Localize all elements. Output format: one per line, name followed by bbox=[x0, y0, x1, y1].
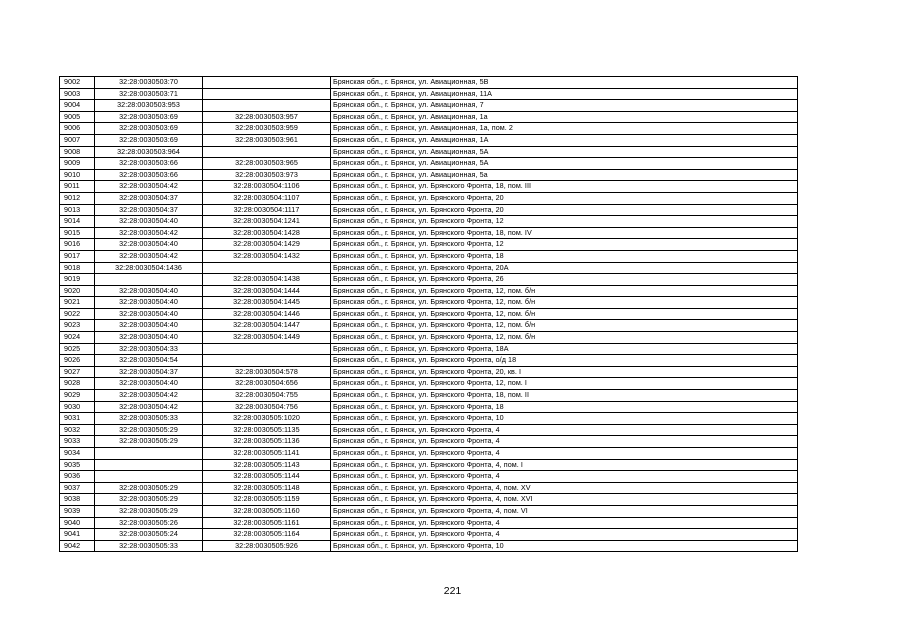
object-cadastral-number-cell bbox=[203, 100, 331, 112]
parcel-cadastral-number-cell: 32:28:0030503:69 bbox=[95, 123, 203, 135]
row-number-cell: 9006 bbox=[60, 123, 95, 135]
parcel-cadastral-number-cell: 32:28:0030505:29 bbox=[95, 494, 203, 506]
parcel-cadastral-number-cell: 32:28:0030504:42 bbox=[95, 227, 203, 239]
parcel-cadastral-number-cell bbox=[95, 471, 203, 483]
table-row bbox=[60, 366, 798, 378]
row-number-cell: 9010 bbox=[60, 169, 95, 181]
table-row bbox=[60, 505, 798, 517]
parcel-cadastral-number-cell: 32:28:0030504:33 bbox=[95, 343, 203, 355]
row-number-cell: 9038 bbox=[60, 494, 95, 506]
object-cadastral-number-cell: 32:28:0030504:1428 bbox=[203, 227, 331, 239]
table-row bbox=[60, 239, 798, 251]
table-row bbox=[60, 169, 798, 181]
address-cell: Брянская обл., г. Брянск, ул. Брянского Фронта, 4 bbox=[331, 448, 798, 460]
object-cadastral-number-cell: 32:28:0030504:756 bbox=[203, 401, 331, 413]
table-row bbox=[60, 123, 798, 135]
parcel-cadastral-number-cell: 32:28:0030504:42 bbox=[95, 181, 203, 193]
table-row bbox=[60, 436, 798, 448]
parcel-cadastral-number-cell: 32:28:0030504:40 bbox=[95, 378, 203, 390]
object-cadastral-number-cell: 32:28:0030505:1161 bbox=[203, 517, 331, 529]
row-number-cell: 9016 bbox=[60, 239, 95, 251]
parcel-cadastral-number-cell: 32:28:0030504:42 bbox=[95, 250, 203, 262]
address-cell: Брянская обл., г. Брянск, ул. Брянского Фронта, 4 bbox=[331, 517, 798, 529]
address-cell: Брянская обл., г. Брянск, ул. Брянского Фронта, 12, пом. б/н bbox=[331, 297, 798, 309]
row-number-cell: 9025 bbox=[60, 343, 95, 355]
row-number-cell: 9041 bbox=[60, 529, 95, 541]
address-cell: Брянская обл., г. Брянск, ул. Авиационная, 1а bbox=[331, 111, 798, 123]
parcel-cadastral-number-cell: 32:28:0030504:40 bbox=[95, 320, 203, 332]
table-body bbox=[60, 77, 798, 552]
table-row bbox=[60, 332, 798, 344]
address-cell: Брянская обл., г. Брянск, ул. Авиационная, 5а bbox=[331, 169, 798, 181]
address-cell: Брянская обл., г. Брянск, ул. Авиационная, 7 bbox=[331, 100, 798, 112]
object-cadastral-number-cell bbox=[203, 355, 331, 367]
address-cell: Брянская обл., г. Брянск, ул. Брянского Фронта, 18 bbox=[331, 250, 798, 262]
page-number: 221 bbox=[443, 585, 462, 597]
table-row bbox=[60, 308, 798, 320]
parcel-cadastral-number-cell: 32:28:0030505:29 bbox=[95, 424, 203, 436]
row-number-cell: 9004 bbox=[60, 100, 95, 112]
object-cadastral-number-cell bbox=[203, 262, 331, 274]
row-number-cell: 9029 bbox=[60, 390, 95, 402]
object-cadastral-number-cell bbox=[203, 88, 331, 100]
parcel-cadastral-number-cell: 32:28:0030505:26 bbox=[95, 517, 203, 529]
row-number-cell: 9011 bbox=[60, 181, 95, 193]
row-number-cell: 9035 bbox=[60, 459, 95, 471]
object-cadastral-number-cell: 32:28:0030504:1445 bbox=[203, 297, 331, 309]
address-cell: Брянская обл., г. Брянск, ул. Брянского Фронта, 20 bbox=[331, 204, 798, 216]
object-cadastral-number-cell: 32:28:0030503:961 bbox=[203, 134, 331, 146]
object-cadastral-number-cell: 32:28:0030505:1164 bbox=[203, 529, 331, 541]
address-cell: Брянская обл., г. Брянск, ул. Брянского Фронта, 4, пом. XV bbox=[331, 482, 798, 494]
address-cell: Брянская обл., г. Брянск, ул. Авиационная, 1А bbox=[331, 134, 798, 146]
row-number-cell: 9024 bbox=[60, 332, 95, 344]
table-row bbox=[60, 424, 798, 436]
table-row bbox=[60, 227, 798, 239]
object-cadastral-number-cell: 32:28:0030504:1438 bbox=[203, 274, 331, 286]
object-cadastral-number-cell: 32:28:0030504:1449 bbox=[203, 332, 331, 344]
address-cell: Брянская обл., г. Брянск, ул. Авиационная, 5А bbox=[331, 146, 798, 158]
parcel-cadastral-number-cell: 32:28:0030505:33 bbox=[95, 413, 203, 425]
object-cadastral-number-cell: 32:28:0030505:1143 bbox=[203, 459, 331, 471]
parcel-cadastral-number-cell: 32:28:0030504:37 bbox=[95, 192, 203, 204]
parcel-cadastral-number-cell: 32:28:0030504:40 bbox=[95, 332, 203, 344]
address-cell: Брянская обл., г. Брянск, ул. Брянского Фронта, 12, пом. б/н bbox=[331, 332, 798, 344]
table-row bbox=[60, 192, 798, 204]
object-cadastral-number-cell: 32:28:0030505:1160 bbox=[203, 505, 331, 517]
parcel-cadastral-number-cell: 32:28:0030505:29 bbox=[95, 436, 203, 448]
table-row bbox=[60, 134, 798, 146]
object-cadastral-number-cell: 32:28:0030504:1117 bbox=[203, 204, 331, 216]
table-row bbox=[60, 262, 798, 274]
table-row bbox=[60, 482, 798, 494]
object-cadastral-number-cell: 32:28:0030504:1432 bbox=[203, 250, 331, 262]
parcel-cadastral-number-cell: 32:28:0030503:66 bbox=[95, 169, 203, 181]
row-number-cell: 9014 bbox=[60, 216, 95, 228]
object-cadastral-number-cell: 32:28:0030503:965 bbox=[203, 158, 331, 170]
table-row bbox=[60, 355, 798, 367]
parcel-cadastral-number-cell: 32:28:0030504:1436 bbox=[95, 262, 203, 274]
object-cadastral-number-cell bbox=[203, 343, 331, 355]
address-cell: Брянская обл., г. Брянск, ул. Брянского Фронта, 12, пом. б/н bbox=[331, 285, 798, 297]
row-number-cell: 9040 bbox=[60, 517, 95, 529]
table-row bbox=[60, 459, 798, 471]
row-number-cell: 9012 bbox=[60, 192, 95, 204]
table-row bbox=[60, 390, 798, 402]
address-cell: Брянская обл., г. Брянск, ул. Брянского Фронта, 18, пом. II bbox=[331, 390, 798, 402]
row-number-cell: 9022 bbox=[60, 308, 95, 320]
row-number-cell: 9039 bbox=[60, 505, 95, 517]
parcel-cadastral-number-cell: 32:28:0030503:964 bbox=[95, 146, 203, 158]
row-number-cell: 9018 bbox=[60, 262, 95, 274]
table-row bbox=[60, 343, 798, 355]
address-cell: Брянская обл., г. Брянск, ул. Брянского Фронта, 12 bbox=[331, 239, 798, 251]
object-cadastral-number-cell: 32:28:0030504:1107 bbox=[203, 192, 331, 204]
parcel-cadastral-number-cell: 32:28:0030505:24 bbox=[95, 529, 203, 541]
row-number-cell: 9027 bbox=[60, 366, 95, 378]
row-number-cell: 9028 bbox=[60, 378, 95, 390]
row-number-cell: 9033 bbox=[60, 436, 95, 448]
table-row bbox=[60, 320, 798, 332]
address-cell: Брянская обл., г. Брянск, ул. Брянского Фронта, 10 bbox=[331, 413, 798, 425]
row-number-cell: 9019 bbox=[60, 274, 95, 286]
address-cell: Брянская обл., г. Брянск, ул. Авиационная, 11А bbox=[331, 88, 798, 100]
row-number-cell: 9031 bbox=[60, 413, 95, 425]
row-number-cell: 9032 bbox=[60, 424, 95, 436]
object-cadastral-number-cell bbox=[203, 146, 331, 158]
parcel-cadastral-number-cell: 32:28:0030505:29 bbox=[95, 505, 203, 517]
parcel-cadastral-number-cell bbox=[95, 459, 203, 471]
parcel-cadastral-number-cell: 32:28:0030504:37 bbox=[95, 366, 203, 378]
object-cadastral-number-cell: 32:28:0030505:1141 bbox=[203, 448, 331, 460]
row-number-cell: 9042 bbox=[60, 540, 95, 552]
parcel-cadastral-number-cell: 32:28:0030504:37 bbox=[95, 204, 203, 216]
table-row bbox=[60, 111, 798, 123]
address-cell: Брянская обл., г. Брянск, ул. Авиационная, 5В bbox=[331, 77, 798, 89]
object-cadastral-number-cell: 32:28:0030504:1446 bbox=[203, 308, 331, 320]
parcel-cadastral-number-cell: 32:28:0030504:42 bbox=[95, 390, 203, 402]
table-row bbox=[60, 471, 798, 483]
parcel-cadastral-number-cell: 32:28:0030503:69 bbox=[95, 111, 203, 123]
row-number-cell: 9036 bbox=[60, 471, 95, 483]
object-cadastral-number-cell: 32:28:0030505:926 bbox=[203, 540, 331, 552]
object-cadastral-number-cell: 32:28:0030505:1148 bbox=[203, 482, 331, 494]
object-cadastral-number-cell: 32:28:0030503:973 bbox=[203, 169, 331, 181]
parcel-cadastral-number-cell: 32:28:0030503:953 bbox=[95, 100, 203, 112]
row-number-cell: 9002 bbox=[60, 77, 95, 89]
address-cell: Брянская обл., г. Брянск, ул. Брянского Фронта, 4 bbox=[331, 471, 798, 483]
object-cadastral-number-cell: 32:28:0030504:1241 bbox=[203, 216, 331, 228]
address-cell: Брянская обл., г. Брянск, ул. Брянского Фронта, 18 bbox=[331, 401, 798, 413]
parcel-cadastral-number-cell: 32:28:0030504:40 bbox=[95, 239, 203, 251]
table-row bbox=[60, 540, 798, 552]
address-cell: Брянская обл., г. Брянск, ул. Брянского Фронта, 12, пом. I bbox=[331, 378, 798, 390]
table-row bbox=[60, 100, 798, 112]
row-number-cell: 9008 bbox=[60, 146, 95, 158]
object-cadastral-number-cell: 32:28:0030505:1136 bbox=[203, 436, 331, 448]
row-number-cell: 9034 bbox=[60, 448, 95, 460]
object-cadastral-number-cell bbox=[203, 77, 331, 89]
table-row bbox=[60, 181, 798, 193]
address-cell: Брянская обл., г. Брянск, ул. Брянского Фронта, 10 bbox=[331, 540, 798, 552]
address-cell: Брянская обл., г. Брянск, ул. Брянского Фронта, 4 bbox=[331, 424, 798, 436]
object-cadastral-number-cell: 32:28:0030505:1144 bbox=[203, 471, 331, 483]
table-row bbox=[60, 88, 798, 100]
address-cell: Брянская обл., г. Брянск, ул. Брянского Фронта, 12, пом. б/н bbox=[331, 308, 798, 320]
address-cell: Брянская обл., г. Брянск, ул. Брянского Фронта, 20А bbox=[331, 262, 798, 274]
table-row bbox=[60, 274, 798, 286]
row-number-cell: 9009 bbox=[60, 158, 95, 170]
table-row bbox=[60, 250, 798, 262]
table-row bbox=[60, 378, 798, 390]
object-cadastral-number-cell: 32:28:0030504:755 bbox=[203, 390, 331, 402]
parcel-cadastral-number-cell: 32:28:0030504:54 bbox=[95, 355, 203, 367]
object-cadastral-number-cell: 32:28:0030504:1106 bbox=[203, 181, 331, 193]
address-cell: Брянская обл., г. Брянск, ул. Брянского Фронта, 12 bbox=[331, 216, 798, 228]
table-row bbox=[60, 529, 798, 541]
object-cadastral-number-cell: 32:28:0030504:656 bbox=[203, 378, 331, 390]
table-row bbox=[60, 297, 798, 309]
row-number-cell: 9026 bbox=[60, 355, 95, 367]
address-cell: Брянская обл., г. Брянск, ул. Брянского Фронта, 18, пом. IV bbox=[331, 227, 798, 239]
object-cadastral-number-cell: 32:28:0030505:1135 bbox=[203, 424, 331, 436]
parcel-cadastral-number-cell: 32:28:0030503:66 bbox=[95, 158, 203, 170]
row-number-cell: 9007 bbox=[60, 134, 95, 146]
row-number-cell: 9020 bbox=[60, 285, 95, 297]
object-cadastral-number-cell: 32:28:0030505:1159 bbox=[203, 494, 331, 506]
object-cadastral-number-cell: 32:28:0030505:1020 bbox=[203, 413, 331, 425]
table-row bbox=[60, 77, 798, 89]
object-cadastral-number-cell: 32:28:0030503:959 bbox=[203, 123, 331, 135]
property-table bbox=[59, 76, 798, 552]
parcel-cadastral-number-cell: 32:28:0030505:33 bbox=[95, 540, 203, 552]
parcel-cadastral-number-cell: 32:28:0030504:40 bbox=[95, 216, 203, 228]
row-number-cell: 9003 bbox=[60, 88, 95, 100]
parcel-cadastral-number-cell: 32:28:0030503:71 bbox=[95, 88, 203, 100]
parcel-cadastral-number-cell: 32:28:0030503:70 bbox=[95, 77, 203, 89]
table-row bbox=[60, 413, 798, 425]
parcel-cadastral-number-cell: 32:28:0030504:42 bbox=[95, 401, 203, 413]
address-cell: Брянская обл., г. Брянск, ул. Брянского Фронта, 4, пом. XVI bbox=[331, 494, 798, 506]
row-number-cell: 9017 bbox=[60, 250, 95, 262]
object-cadastral-number-cell: 32:28:0030504:1429 bbox=[203, 239, 331, 251]
parcel-cadastral-number-cell: 32:28:0030503:69 bbox=[95, 134, 203, 146]
parcel-cadastral-number-cell: 32:28:0030504:40 bbox=[95, 297, 203, 309]
object-cadastral-number-cell: 32:28:0030504:578 bbox=[203, 366, 331, 378]
address-cell: Брянская обл., г. Брянск, ул. Брянского Фронта, 4, пом. VI bbox=[331, 505, 798, 517]
object-cadastral-number-cell: 32:28:0030504:1447 bbox=[203, 320, 331, 332]
address-cell: Брянская обл., г. Брянск, ул. Брянского Фронта, 4 bbox=[331, 529, 798, 541]
parcel-cadastral-number-cell bbox=[95, 274, 203, 286]
object-cadastral-number-cell: 32:28:0030503:957 bbox=[203, 111, 331, 123]
address-cell: Брянская обл., г. Брянск, ул. Брянского Фронта, 26 bbox=[331, 274, 798, 286]
row-number-cell: 9013 bbox=[60, 204, 95, 216]
address-cell: Брянская обл., г. Брянск, ул. Брянского Фронта, 12, пом. б/н bbox=[331, 320, 798, 332]
parcel-cadastral-number-cell: 32:28:0030504:40 bbox=[95, 285, 203, 297]
address-cell: Брянская обл., г. Брянск, ул. Брянского Фронта, 20 bbox=[331, 192, 798, 204]
address-cell: Брянская обл., г. Брянск, ул. Брянского Фронта, 18, пом. III bbox=[331, 181, 798, 193]
address-cell: Брянская обл., г. Брянск, ул. Брянского Фронта, 18А bbox=[331, 343, 798, 355]
row-number-cell: 9021 bbox=[60, 297, 95, 309]
table-row bbox=[60, 216, 798, 228]
parcel-cadastral-number-cell: 32:28:0030505:29 bbox=[95, 482, 203, 494]
row-number-cell: 9005 bbox=[60, 111, 95, 123]
table-row bbox=[60, 401, 798, 413]
object-cadastral-number-cell: 32:28:0030504:1444 bbox=[203, 285, 331, 297]
table-row bbox=[60, 448, 798, 460]
address-cell: Брянская обл., г. Брянск, ул. Брянского Фронта, 4 bbox=[331, 436, 798, 448]
parcel-cadastral-number-cell bbox=[95, 448, 203, 460]
row-number-cell: 9030 bbox=[60, 401, 95, 413]
address-cell: Брянская обл., г. Брянск, ул. Брянского Фронта, 20, кв. I bbox=[331, 366, 798, 378]
address-cell: Брянская обл., г. Брянск, ул. Авиационная, 5А bbox=[331, 158, 798, 170]
row-number-cell: 9015 bbox=[60, 227, 95, 239]
table-row bbox=[60, 285, 798, 297]
table-row bbox=[60, 146, 798, 158]
table-row bbox=[60, 158, 798, 170]
row-number-cell: 9023 bbox=[60, 320, 95, 332]
parcel-cadastral-number-cell: 32:28:0030504:40 bbox=[95, 308, 203, 320]
address-cell: Брянская обл., г. Брянск, ул. Брянского Фронта, о/д 18 bbox=[331, 355, 798, 367]
table-row bbox=[60, 204, 798, 216]
row-number-cell: 9037 bbox=[60, 482, 95, 494]
address-cell: Брянская обл., г. Брянск, ул. Брянского Фронта, 4, пом. I bbox=[331, 459, 798, 471]
address-cell: Брянская обл., г. Брянск, ул. Авиационная, 1а, пом. 2 bbox=[331, 123, 798, 135]
table-row bbox=[60, 517, 798, 529]
table-row bbox=[60, 494, 798, 506]
